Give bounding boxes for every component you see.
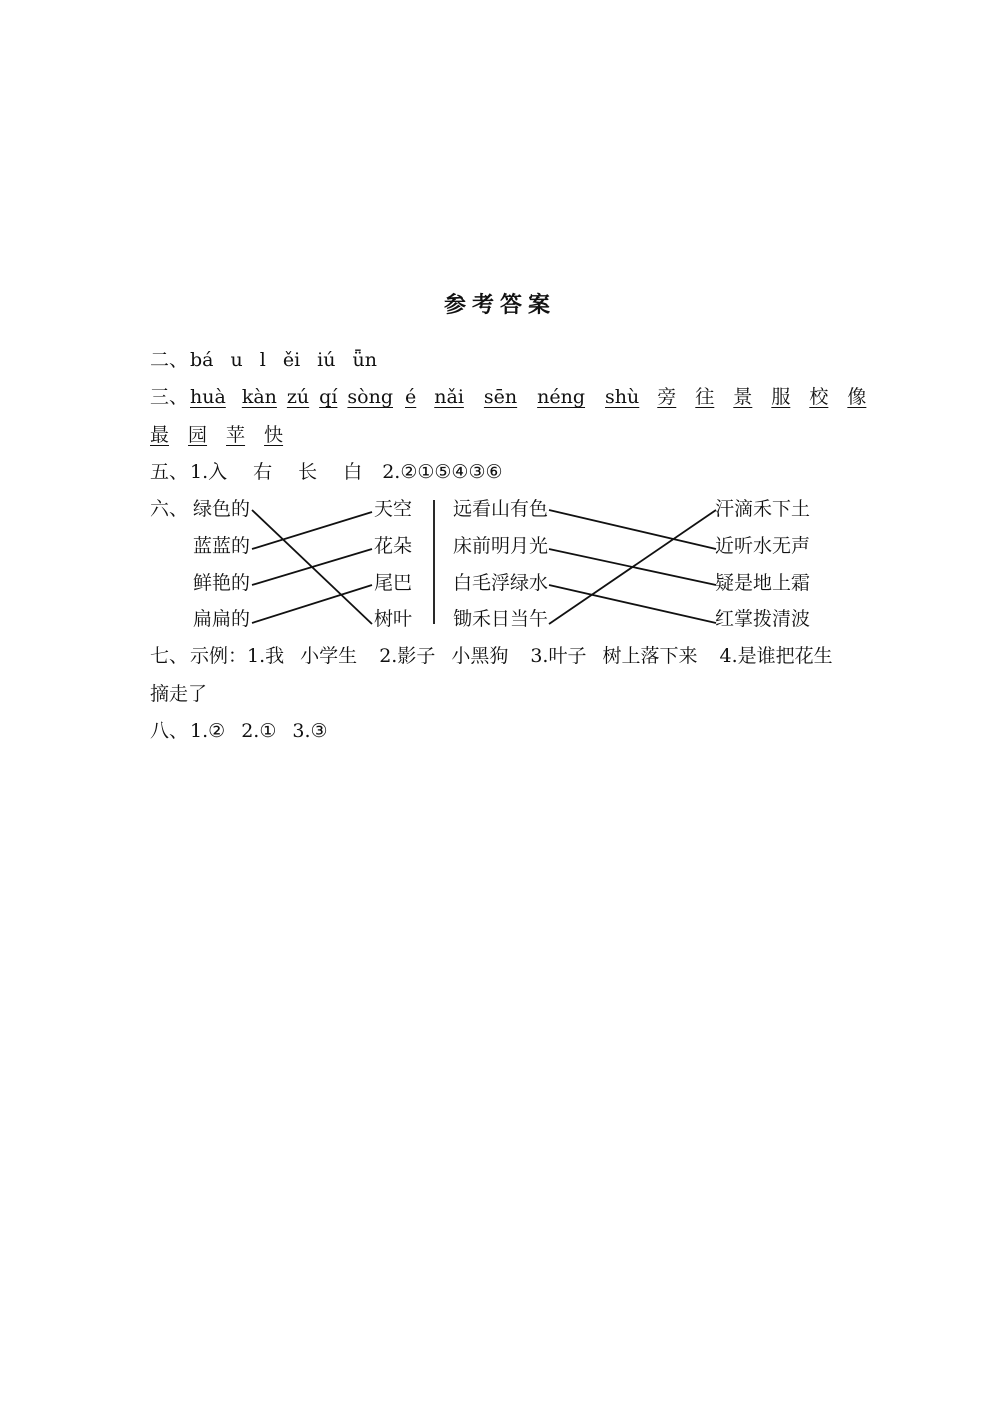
q6-left-item: 蓝蓝的 [193,535,251,557]
q6-mid-item: 树叶 [374,608,413,630]
q3-char: 校 [809,386,829,408]
q7-part: 小黑狗 [451,645,509,667]
match-line [549,585,716,623]
q3-char: 最 [150,424,170,446]
question-7-number: 七、 [150,645,189,667]
match-line [549,510,716,624]
page-title: 参考答案 [443,293,556,318]
q6-mid-item: 花朵 [374,535,413,557]
q2-item: iú [317,349,336,371]
q3-char: 旁 [657,386,677,408]
question-5-line [150,457,503,484]
q7-label: 示例： [190,645,248,667]
q3-char: 往 [695,386,715,408]
q3-pinyin: kàn [241,386,277,408]
q3-char: 像 [847,386,867,408]
q3-pinyin: huà [190,386,226,408]
q5-part1-label: 1.入 [190,461,228,483]
q6-poem-right-item: 近听水无声 [715,535,811,557]
q3-pinyin: sòng [347,386,393,408]
question-3-number: 三、 [150,386,189,408]
q3-char: 服 [771,386,791,408]
q5-item: 右 [253,461,273,483]
question-8-number: 八、 [150,720,189,742]
q3-pinyin: qí [319,386,338,408]
q8-part: 3.③ [292,720,328,742]
q3-pinyin: shù [605,386,640,408]
q7-part: 4.是谁把花生 [719,645,833,667]
q2-item: u [230,349,243,371]
q2-item: l [259,349,266,371]
q7-part: 小学生 [300,645,358,667]
match-line [252,549,372,585]
question-7-line-2: 摘走了 [150,683,208,705]
match-line [252,510,372,624]
q6-poem-left-item: 锄禾日当午 [453,608,549,630]
q6-left-item: 鲜艳的 [193,572,251,594]
question-2-number: 二、 [150,349,189,371]
question-8-line [150,716,328,743]
q6-poem-left-item: 远看山有色 [453,498,549,520]
q6-poem-left-item: 白毛浮绿水 [453,572,549,594]
q6-mid-item: 尾巴 [374,572,413,594]
q3-char: 景 [733,386,753,408]
q3-pinyin: sēn [483,386,518,408]
match-line [549,549,716,585]
question-7-line-1 [150,641,833,668]
q5-item: 白 [343,461,363,483]
q3-pinyin: é [405,386,417,408]
question-3-line-2 [150,420,302,447]
q3-pinyin: zú [286,386,310,408]
q5-part2: 2.②①⑤④③⑥ [382,461,503,483]
match-line [252,585,372,623]
q6-left-item: 扁扁的 [193,608,251,630]
match-line [549,510,716,549]
q6-mid-item: 天空 [374,498,413,520]
q3-pinyin: néng [537,386,586,408]
q2-item: bá [190,349,214,371]
q7-part: 1.我 [247,645,285,667]
q6-left-item: 绿色的 [193,498,251,520]
question-3-line-1 [150,382,866,409]
q6-poem-right-item: 疑是地上霜 [715,572,811,594]
q5-item: 长 [298,461,318,483]
q7-part: 2.影子 [379,645,436,667]
question-5-number: 五、 [150,461,189,483]
q6-poem-right-item: 红掌拨清波 [715,608,811,630]
q7-part: 树上落下来 [602,645,698,667]
q2-item: ěi [282,349,301,371]
question-6-number: 六、 [150,498,189,520]
q3-char: 苹 [226,424,246,446]
match-line [252,512,372,549]
question-2-line [150,345,394,372]
q3-char: 园 [188,424,208,446]
q3-char: 快 [264,424,284,446]
q3-pinyin: nǎi [434,386,464,408]
q8-part: 2.① [241,720,277,742]
q6-poem-right-item: 汗滴禾下土 [715,498,811,520]
q8-part: 1.② [190,720,226,742]
q6-poem-left-item: 床前明月光 [453,535,549,557]
q7-part: 3.叶子 [530,645,587,667]
q2-item: ǖn [352,349,377,371]
